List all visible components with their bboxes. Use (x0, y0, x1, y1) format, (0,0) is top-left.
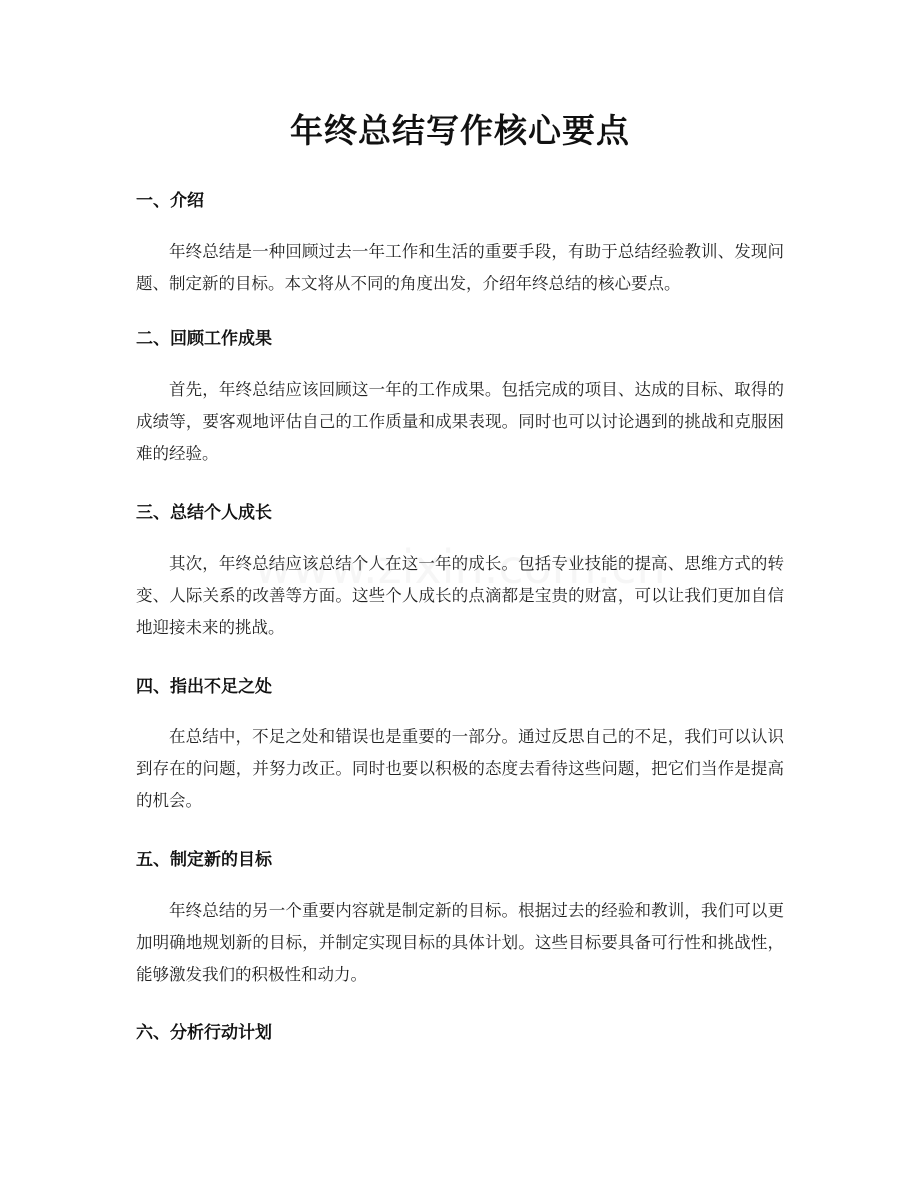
section-heading-action-plan: 六、分析行动计划 (136, 1023, 272, 1043)
section-body-new-goals: 年终总结的另一个重要内容就是制定新的目标。根据过去的经验和教训，我们可以更加明确地规划新的目标，并制定实现目标的具体计划。这些目标要具备可行性和挑战性，能够激发我们的积极性和动力。 (136, 901, 784, 984)
section-heading-review-results: 二、回顾工作成果 (136, 329, 272, 349)
section-heading-intro: 一、介绍 (136, 191, 204, 211)
page-title: 年终总结写作核心要点 (290, 111, 630, 150)
section-heading-new-goals: 五、制定新的目标 (136, 850, 272, 870)
section-body-review-results: 首先，年终总结应该回顾这一年的工作成果。包括完成的项目、达成的目标、取得的成绩等，要客观地评估自己的工作质量和成果表现。同时也可以讨论遇到的挑战和克服困难的经验。 (136, 380, 784, 463)
section-heading-personal-growth: 三、总结个人成长 (136, 503, 272, 523)
section-heading-shortcomings: 四、指出不足之处 (136, 677, 272, 697)
section-body-intro: 年终总结是一种回顾过去一年工作和生活的重要手段，有助于总结经验教训、发现问题、制定新的目标。本文将从不同的角度出发，介绍年终总结的核心要点。 (136, 242, 784, 293)
section-body-personal-growth: 其次，年终总结应该总结个人在这一年的成长。包括专业技能的提高、思维方式的转变、人际关系的改善等方面。这些个人成长的点滴都是宝贵的财富，可以让我们更加自信地迎接未来的挑战。 (136, 554, 784, 637)
section-body-shortcomings: 在总结中，不足之处和错误也是重要的一部分。通过反思自己的不足，我们可以认识到存在的问题，并努力改正。同时也要以积极的态度去看待这些问题，把它们当作是提高的机会。 (136, 727, 784, 810)
